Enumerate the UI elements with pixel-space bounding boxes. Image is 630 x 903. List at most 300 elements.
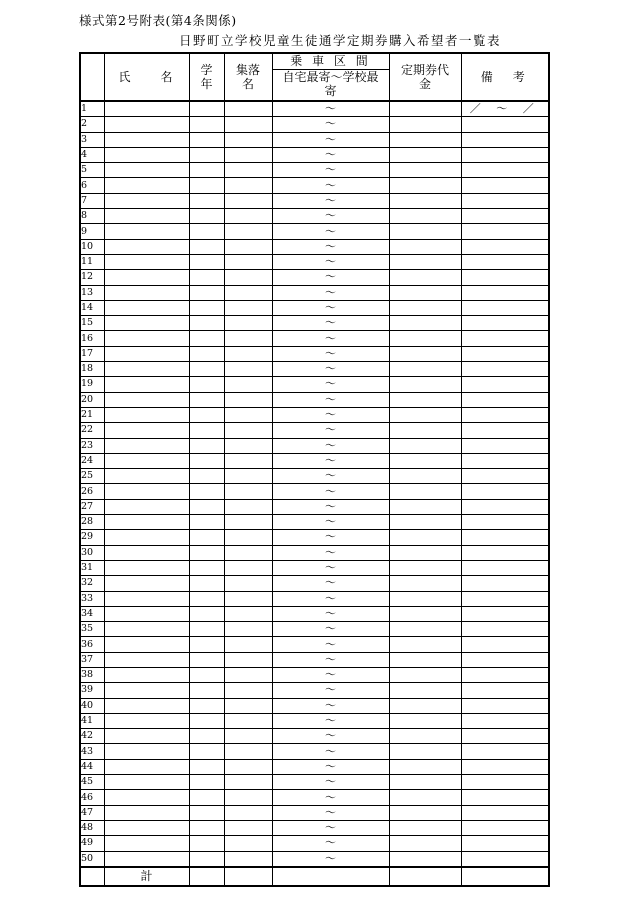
grade-cell (189, 606, 224, 621)
grade-cell (189, 545, 224, 560)
ride-section-cell: ～ (272, 300, 389, 315)
ride-section-cell: ～ (272, 576, 389, 591)
row-number: 5 (80, 163, 104, 178)
row-number: 42 (80, 729, 104, 744)
ride-section-cell: ～ (272, 209, 389, 224)
remarks-cell (461, 438, 549, 453)
remarks-cell (461, 270, 549, 285)
row-number: 24 (80, 453, 104, 468)
name-cell (104, 744, 189, 759)
grade-cell (189, 759, 224, 774)
pass-fee-cell (389, 729, 461, 744)
grade-cell (189, 622, 224, 637)
ride-section-cell: ～ (272, 438, 389, 453)
pass-fee-cell (389, 117, 461, 132)
table-row (80, 392, 549, 407)
table-row (80, 606, 549, 621)
name-cell (104, 300, 189, 315)
grade-cell (189, 209, 224, 224)
pass-fee-cell (389, 499, 461, 514)
village-cell (224, 545, 272, 560)
name-cell (104, 637, 189, 652)
grade-cell (189, 132, 224, 147)
header-grade: 学年 (189, 53, 224, 101)
row-number: 40 (80, 698, 104, 713)
grade-cell (189, 652, 224, 667)
grade-cell (189, 805, 224, 820)
table-row (80, 667, 549, 682)
pass-fee-cell (389, 759, 461, 774)
remarks-cell (461, 515, 549, 530)
pass-fee-cell (389, 438, 461, 453)
village-cell (224, 790, 272, 805)
village-cell (224, 560, 272, 575)
table-row (80, 622, 549, 637)
table-row (80, 729, 549, 744)
grade-cell (189, 224, 224, 239)
village-cell (224, 392, 272, 407)
row-number: 2 (80, 117, 104, 132)
ride-section-cell: ～ (272, 805, 389, 820)
village-cell (224, 591, 272, 606)
row-number: 25 (80, 469, 104, 484)
name-cell (104, 117, 189, 132)
name-cell (104, 851, 189, 867)
row-number: 30 (80, 545, 104, 560)
ride-section-cell: ～ (272, 698, 389, 713)
row-number: 48 (80, 820, 104, 835)
village-cell (224, 209, 272, 224)
ride-section-cell: ～ (272, 193, 389, 208)
village-cell (224, 438, 272, 453)
pass-fee-cell (389, 622, 461, 637)
table-body (80, 101, 549, 886)
grade-cell (189, 499, 224, 514)
ride-section-cell: ～ (272, 407, 389, 422)
pass-fee-cell (389, 193, 461, 208)
table-row (80, 300, 549, 315)
remarks-cell (461, 652, 549, 667)
remarks-cell (461, 775, 549, 790)
total-cell (189, 867, 224, 886)
name-cell (104, 132, 189, 147)
ride-section-cell: ～ (272, 270, 389, 285)
ride-section-cell: ～ (272, 652, 389, 667)
pass-fee-cell (389, 820, 461, 835)
grade-cell (189, 423, 224, 438)
table-row (80, 851, 549, 867)
village-cell (224, 178, 272, 193)
table-row (80, 683, 549, 698)
ride-detail-label: 自宅最寄～学校最寄 (282, 70, 379, 98)
name-cell (104, 224, 189, 239)
remarks-cell (461, 591, 549, 606)
remarks-cell (461, 576, 549, 591)
row-number: 23 (80, 438, 104, 453)
grade-cell (189, 316, 224, 331)
name-cell (104, 407, 189, 422)
remarks-cell (461, 499, 549, 514)
pass-fee-cell (389, 147, 461, 162)
ride-section-cell: ～ (272, 346, 389, 361)
pass-fee-cell (389, 606, 461, 621)
row-number: 19 (80, 377, 104, 392)
ride-section-cell: ～ (272, 667, 389, 682)
village-cell (224, 606, 272, 621)
name-cell (104, 316, 189, 331)
ride-section-cell: ～ (272, 163, 389, 178)
row-number: 10 (80, 239, 104, 254)
name-cell (104, 729, 189, 744)
village-cell (224, 759, 272, 774)
village-cell (224, 805, 272, 820)
header-village: 集落名 (224, 53, 272, 101)
ride-section-cell: ～ (272, 453, 389, 468)
row-number: 41 (80, 713, 104, 728)
remarks-cell (461, 132, 549, 147)
pass-fee-cell (389, 545, 461, 560)
pass-fee-cell (389, 254, 461, 269)
remarks-cell (461, 729, 549, 744)
table-row (80, 224, 549, 239)
remarks-cell (461, 209, 549, 224)
row-number: 14 (80, 300, 104, 315)
table-row (80, 239, 549, 254)
remarks-cell (461, 147, 549, 162)
name-cell (104, 209, 189, 224)
pass-fee-cell (389, 744, 461, 759)
village-cell (224, 362, 272, 377)
pass-fee-cell (389, 132, 461, 147)
name-cell (104, 362, 189, 377)
name-cell (104, 438, 189, 453)
table-row (80, 254, 549, 269)
ride-section-cell: ～ (272, 392, 389, 407)
remarks-cell (461, 820, 549, 835)
pass-fee-cell (389, 560, 461, 575)
ride-section-cell: ～ (272, 530, 389, 545)
remarks-cell (461, 744, 549, 759)
table-row (80, 453, 549, 468)
table-row (80, 790, 549, 805)
pass-fee-cell (389, 683, 461, 698)
header-remarks: 備 考 (461, 53, 549, 101)
pass-fee-cell (389, 805, 461, 820)
row-number: 38 (80, 667, 104, 682)
table-row (80, 836, 549, 851)
grade-cell (189, 331, 224, 346)
remarks-cell (461, 254, 549, 269)
grade-cell (189, 469, 224, 484)
table-row (80, 698, 549, 713)
applicant-table (79, 52, 550, 887)
name-cell (104, 591, 189, 606)
row-number: 50 (80, 851, 104, 867)
row-number: 32 (80, 576, 104, 591)
remarks-cell (461, 346, 549, 361)
remarks-cell (461, 713, 549, 728)
pass-fee-cell (389, 331, 461, 346)
village-cell (224, 729, 272, 744)
remarks-cell (461, 545, 549, 560)
row-number: 39 (80, 683, 104, 698)
name-cell (104, 713, 189, 728)
village-cell (224, 775, 272, 790)
grade-cell (189, 744, 224, 759)
table-row (80, 637, 549, 652)
row-number: 18 (80, 362, 104, 377)
pass-fee-cell (389, 346, 461, 361)
grade-cell (189, 300, 224, 315)
row-number: 15 (80, 316, 104, 331)
table-row (80, 775, 549, 790)
grade-cell (189, 438, 224, 453)
grade-cell (189, 101, 224, 117)
remarks-cell (461, 300, 549, 315)
name-cell (104, 515, 189, 530)
pass-fee-cell (389, 576, 461, 591)
remarks-cell (461, 484, 549, 499)
row-number: 22 (80, 423, 104, 438)
grade-cell (189, 407, 224, 422)
village-cell (224, 530, 272, 545)
remarks-cell (461, 362, 549, 377)
name-cell (104, 178, 189, 193)
ride-section-cell: ～ (272, 484, 389, 499)
table-row (80, 545, 549, 560)
table-row (80, 377, 549, 392)
pass-fee-cell (389, 851, 461, 867)
table-row (80, 530, 549, 545)
row-number: 9 (80, 224, 104, 239)
table-row (80, 346, 549, 361)
remarks-cell (461, 453, 549, 468)
name-cell (104, 836, 189, 851)
table-row (80, 331, 549, 346)
pass-fee-cell (389, 836, 461, 851)
table-row (80, 560, 549, 575)
remarks-cell (461, 407, 549, 422)
grade-cell (189, 362, 224, 377)
grade-cell (189, 530, 224, 545)
pass-fee-cell (389, 775, 461, 790)
name-cell (104, 377, 189, 392)
grade-cell (189, 285, 224, 300)
grade-cell (189, 147, 224, 162)
grade-cell (189, 667, 224, 682)
row-number: 44 (80, 759, 104, 774)
ride-section-cell: ～ (272, 224, 389, 239)
village-cell (224, 407, 272, 422)
header-name: 氏 名 (104, 53, 189, 101)
name-cell (104, 820, 189, 835)
table-row (80, 178, 549, 193)
village-cell (224, 163, 272, 178)
remarks-cell (461, 851, 549, 867)
row-number: 3 (80, 132, 104, 147)
ride-section-cell: ～ (272, 117, 389, 132)
row-number: 26 (80, 484, 104, 499)
remarks-cell (461, 667, 549, 682)
village-cell (224, 132, 272, 147)
village-cell (224, 316, 272, 331)
table-row (80, 193, 549, 208)
village-cell (224, 683, 272, 698)
village-cell (224, 300, 272, 315)
pass-fee-cell (389, 285, 461, 300)
grade-cell (189, 775, 224, 790)
grade-cell (189, 515, 224, 530)
ride-section-cell: ～ (272, 851, 389, 867)
pass-fee-cell (389, 515, 461, 530)
total-cell (272, 867, 389, 886)
pass-fee-cell (389, 591, 461, 606)
row-number: 46 (80, 790, 104, 805)
grade-cell (189, 163, 224, 178)
name-cell (104, 147, 189, 162)
village-cell (224, 484, 272, 499)
remarks-cell (461, 423, 549, 438)
table-row (80, 423, 549, 438)
grade-cell (189, 560, 224, 575)
total-label: 計 (104, 867, 189, 886)
row-number: 37 (80, 652, 104, 667)
table-row (80, 499, 549, 514)
row-number: 7 (80, 193, 104, 208)
village-cell (224, 147, 272, 162)
row-number: 13 (80, 285, 104, 300)
remarks-cell (461, 698, 549, 713)
name-cell (104, 576, 189, 591)
name-cell (104, 239, 189, 254)
grade-cell (189, 254, 224, 269)
header-number (80, 53, 104, 101)
grade-cell (189, 637, 224, 652)
total-row (80, 867, 549, 886)
village-cell (224, 836, 272, 851)
ride-section-cell: ～ (272, 622, 389, 637)
village-cell (224, 254, 272, 269)
table-row (80, 713, 549, 728)
ride-section-cell: ～ (272, 744, 389, 759)
village-cell (224, 285, 272, 300)
village-cell (224, 346, 272, 361)
ride-section-cell: ～ (272, 545, 389, 560)
name-cell (104, 270, 189, 285)
ride-section-cell: ～ (272, 560, 389, 575)
village-cell (224, 698, 272, 713)
name-cell (104, 285, 189, 300)
village-cell (224, 423, 272, 438)
ride-section-cell: ～ (272, 515, 389, 530)
remarks-cell (461, 637, 549, 652)
pass-fee-cell (389, 652, 461, 667)
table-row (80, 591, 549, 606)
grade-cell (189, 377, 224, 392)
pass-fee-cell (389, 453, 461, 468)
pass-fee-cell (389, 407, 461, 422)
ride-section-cell: ～ (272, 775, 389, 790)
ride-section-cell: ～ (272, 469, 389, 484)
ride-section-cell: ～ (272, 759, 389, 774)
remarks-cell (461, 316, 549, 331)
grade-cell (189, 239, 224, 254)
row-number: 17 (80, 346, 104, 361)
header-pass-fee: 定期券代金 (389, 53, 461, 101)
village-cell (224, 224, 272, 239)
row-number: 43 (80, 744, 104, 759)
pass-fee-cell (389, 316, 461, 331)
header-ride-section (272, 53, 389, 101)
ride-section-cell: ～ (272, 683, 389, 698)
ride-section-cell: ～ (272, 606, 389, 621)
row-number: 36 (80, 637, 104, 652)
row-number: 31 (80, 560, 104, 575)
ride-section-cell: ～ (272, 820, 389, 835)
remarks-cell (461, 560, 549, 575)
name-cell (104, 560, 189, 575)
grade-cell (189, 836, 224, 851)
ride-section-cell: ～ (272, 331, 389, 346)
name-cell (104, 759, 189, 774)
name-cell (104, 453, 189, 468)
remarks-cell (461, 530, 549, 545)
ride-section-cell: ～ (272, 423, 389, 438)
remarks-cell (461, 193, 549, 208)
village-cell (224, 713, 272, 728)
village-cell (224, 469, 272, 484)
ride-section-cell: ～ (272, 836, 389, 851)
grade-cell (189, 790, 224, 805)
pass-fee-cell (389, 239, 461, 254)
pass-fee-cell (389, 209, 461, 224)
name-cell (104, 423, 189, 438)
row-number: 29 (80, 530, 104, 545)
remarks-cell (461, 239, 549, 254)
village-cell (224, 744, 272, 759)
pass-fee-cell (389, 392, 461, 407)
village-cell (224, 239, 272, 254)
village-cell (224, 331, 272, 346)
grade-cell (189, 270, 224, 285)
ride-section-cell: ～ (272, 377, 389, 392)
table-row (80, 209, 549, 224)
village-cell (224, 667, 272, 682)
village-cell (224, 622, 272, 637)
name-cell (104, 790, 189, 805)
pass-fee-cell (389, 178, 461, 193)
ride-section-cell: ～ (272, 285, 389, 300)
name-cell (104, 652, 189, 667)
row-number: 12 (80, 270, 104, 285)
row-number: 6 (80, 178, 104, 193)
row-number: 21 (80, 407, 104, 422)
name-cell (104, 698, 189, 713)
remarks-cell (461, 622, 549, 637)
row-number: 34 (80, 606, 104, 621)
grade-cell (189, 591, 224, 606)
pass-fee-cell (389, 224, 461, 239)
row-number: 49 (80, 836, 104, 851)
name-cell (104, 606, 189, 621)
village-cell (224, 820, 272, 835)
grade-cell (189, 392, 224, 407)
ride-section-label: 乗 車 区 間 (273, 54, 389, 70)
table-row (80, 101, 549, 117)
village-cell (224, 515, 272, 530)
table-row (80, 285, 549, 300)
name-cell (104, 331, 189, 346)
